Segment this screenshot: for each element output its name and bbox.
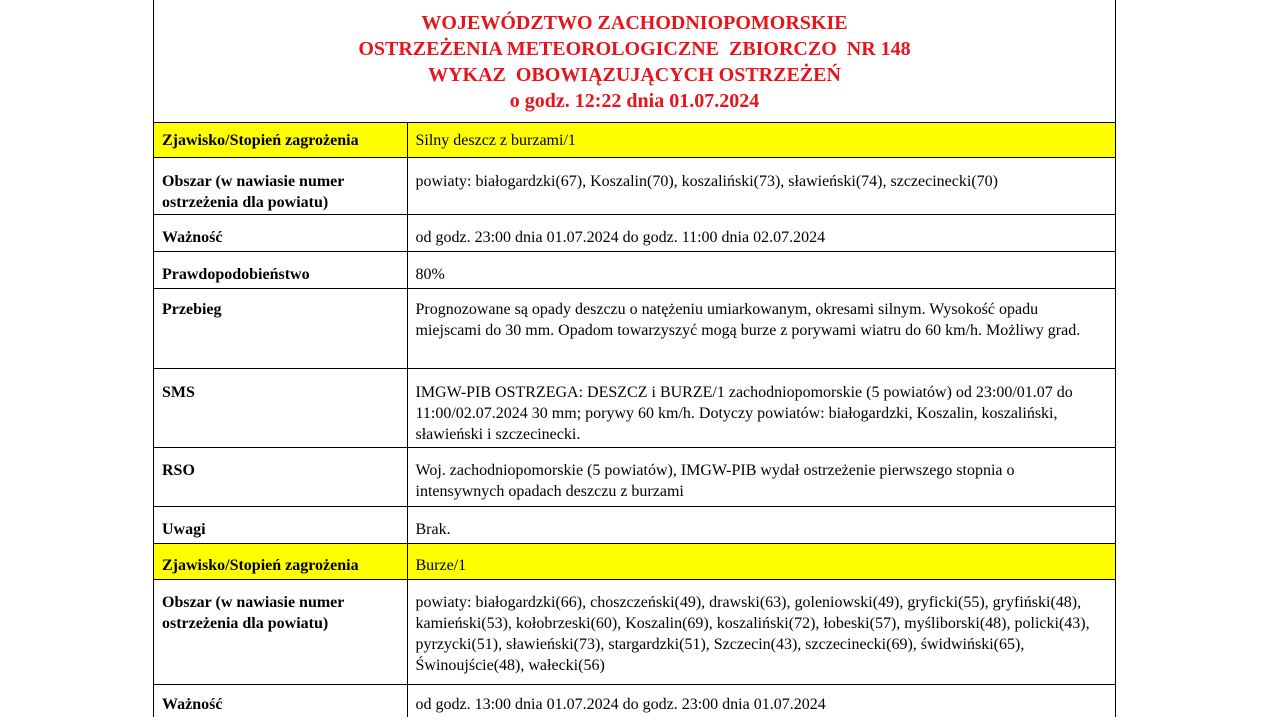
header-region: WOJEWÓDZTWO ZACHODNIOPOMORSKIE bbox=[421, 12, 848, 34]
warnings-table bbox=[154, 123, 1115, 717]
validity-value: od godz. 23:00 dnia 01.07.2024 do godz. 11:00 dnia 02.07.2024 bbox=[407, 214, 1115, 251]
row-label: Ważność bbox=[154, 684, 407, 717]
row-label: SMS bbox=[154, 368, 407, 447]
table-row bbox=[154, 123, 1115, 157]
rso-value: Woj. zachodniopomorskie (5 powiatów), IMGW-PIB wydał ostrzeżenie pierwszego stopnia o intensywnych opadach deszczu z burzami bbox=[407, 447, 1115, 506]
row-label: Uwagi bbox=[154, 506, 407, 543]
table-row bbox=[154, 447, 1115, 506]
table-row bbox=[154, 579, 1115, 684]
phenomenon-value: Silny deszcz z burzami/1 bbox=[407, 123, 1115, 157]
course-value: Prognozowane są opady deszczu o natężeniu umiarkowanym, okresami silnym. Wysokość opadu miejscami do 30 mm. Opadom towarzyszyć mogą burze z porywami wiatru do 60 km/h. Możliwy grad. bbox=[407, 288, 1115, 368]
table-row bbox=[154, 288, 1115, 368]
document-header bbox=[154, 0, 1115, 123]
table-row bbox=[154, 368, 1115, 447]
notes-value: Brak. bbox=[407, 506, 1115, 543]
table-row bbox=[154, 684, 1115, 717]
row-label: Prawdopodobieństwo bbox=[154, 251, 407, 288]
warning-document bbox=[153, 0, 1116, 717]
row-label: Zjawisko/Stopień zagrożenia bbox=[154, 543, 407, 579]
row-label: Przebieg bbox=[154, 288, 407, 368]
header-title: OSTRZEŻENIA METEOROLOGICZNE ZBIORCZO NR 148 bbox=[358, 38, 911, 60]
sms-value: IMGW-PIB OSTRZEGA: DESZCZ i BURZE/1 zachodniopomorskie (5 powiatów) od 23:00/01.07 do 11:00/02.07.2024 30 mm; porywy 60 km/h. Dotyczy powiatów: białogardzki, Koszalin, koszaliński, sławieński i szczecinecki. bbox=[407, 368, 1115, 447]
row-label: Obszar (w nawiasie numer ostrzeżenia dla powiatu) bbox=[154, 157, 407, 214]
row-label: RSO bbox=[154, 447, 407, 506]
table-row bbox=[154, 506, 1115, 543]
validity-value: od godz. 13:00 dnia 01.07.2024 do godz. 23:00 dnia 01.07.2024 bbox=[407, 684, 1115, 717]
probability-value: 80% bbox=[407, 251, 1115, 288]
header-datetime: o godz. 12:22 dnia 01.07.2024 bbox=[509, 90, 760, 112]
table-row bbox=[154, 214, 1115, 251]
row-label: Zjawisko/Stopień zagrożenia bbox=[154, 123, 407, 157]
table-row bbox=[154, 157, 1115, 214]
area-value: powiaty: białogardzki(67), Koszalin(70), koszaliński(73), sławieński(74), szczecinecki(70) bbox=[407, 157, 1115, 214]
table-row bbox=[154, 543, 1115, 579]
row-label: Ważność bbox=[154, 214, 407, 251]
header-subtitle: WYKAZ OBOWIĄZUJĄCYCH OSTRZEŻEŃ bbox=[428, 64, 841, 86]
table-row bbox=[154, 251, 1115, 288]
phenomenon-value: Burze/1 bbox=[407, 543, 1115, 579]
area-value: powiaty: białogardzki(66), choszczeński(49), drawski(63), goleniowski(49), gryficki(55), gryfiński(48), kamieński(53), kołobrzeski(60), Koszalin(69), koszaliński(72), łobeski(57), myśliborski(48), policki(43), pyrzycki(51), sławieński(73), stargardzki(51), Szczecin(43), szczecinecki(69), świdwiński(65), Świnoujście(48), wałecki(56) bbox=[407, 579, 1115, 684]
row-label: Obszar (w nawiasie numer ostrzeżenia dla powiatu) bbox=[154, 579, 407, 684]
